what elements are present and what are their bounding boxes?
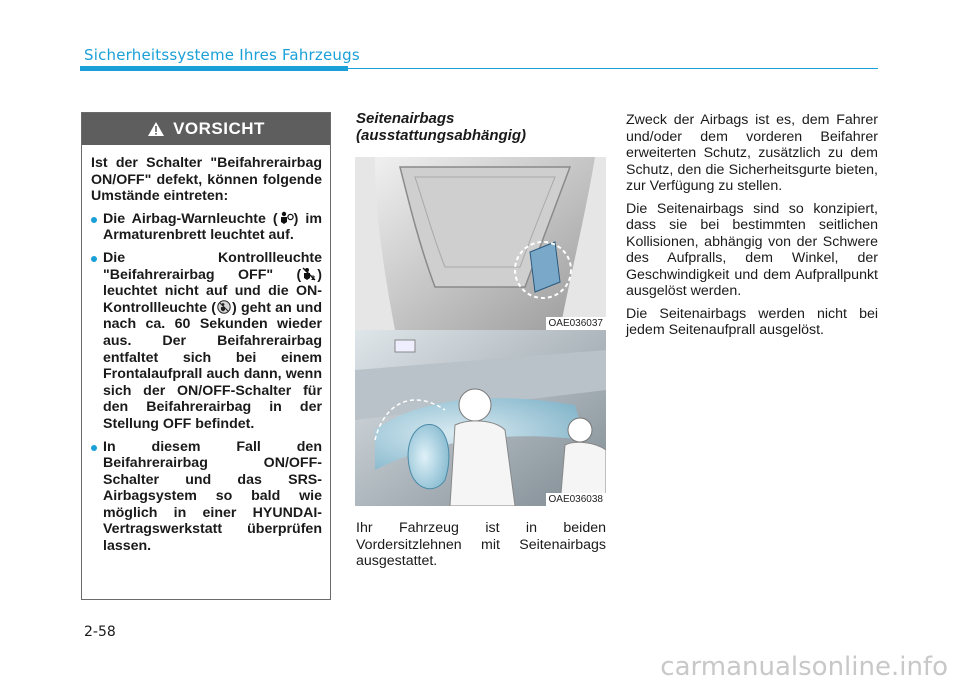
- side-airbag-seat-figure: [355, 157, 606, 330]
- page-number: 2-58: [84, 624, 116, 640]
- caution-item-text: ) geht an und nach ca. 60 Sekunden wieder aus. Der Beifahrerairbag entfaltet sich bei einem Frontalaufprall auch dann, wenn sich der ON/OFF-Schalter für den Beifahrerairbag in der Stellung OFF befindet.: [103, 299, 322, 432]
- caution-item: In diesem Fall den Beifahrerairbag ON/OFF-Schalter und das SRS-Airbagsystem so bald wie möglich in einer HYUNDAI-Vertragswerkstatt überprüfen lassen.: [91, 439, 322, 555]
- warning-triangle-icon: [147, 121, 165, 137]
- side-airbag-deployed-figure: [355, 330, 606, 506]
- caution-title: VORSICHT: [173, 119, 265, 138]
- header-accent-bar: [80, 66, 348, 71]
- paragraph: Die Seitenairbags sind so konzipiert, dass sie bei bestimmten seitlichen Kollisionen, abhängig von der Schwere des Aufpralls, dem Winkel, der Geschwindigkeit und dem Aufprallpunkt ausgelöst werden.: [626, 200, 878, 299]
- header-rule: [348, 68, 878, 69]
- caution-body: [82, 145, 330, 555]
- figure-code: OAE036038: [546, 493, 607, 506]
- deployed-airbag-illustration: [355, 330, 606, 506]
- section-title: Seitenairbags (ausstattungsabhängig): [356, 110, 527, 144]
- side-airbag-intro-text: Ihr Fahrzeug ist in beiden Vordersitzlehnen mit Seitenairbags ausgestattet.: [356, 520, 606, 569]
- seat-illustration: [355, 157, 606, 330]
- caution-item-text: ) im Armaturenbrett leuchtet auf.: [103, 210, 322, 244]
- paragraph: Zweck der Airbags ist es, dem Fahrer und/oder dem vorderen Beifahrer erweiterten Schutz, zusätzlich zu dem Schutz, den die Sicherheitsgurte bieten, zur Verfügung zu stellen.: [626, 112, 878, 194]
- paragraph: Die Seitenairbags werden nicht bei jedem Seitenaufprall ausgelöst.: [626, 305, 878, 338]
- caution-list: [91, 211, 322, 555]
- section-header-title: Sicherheitssysteme Ihres Fahrzeugs: [84, 46, 360, 64]
- caution-item-text: Die Kontrollleuchte "Beifahrerairbag OFF" (: [103, 249, 322, 283]
- caution-item-text: ) leuchtet nicht auf und die ON-Kontrollleuchte (: [103, 266, 322, 316]
- watermark: carmanualsonline.info: [660, 652, 948, 682]
- caution-item: [91, 250, 322, 433]
- svg-text:2: 2: [311, 274, 316, 281]
- caution-header: [82, 113, 330, 145]
- airbag-warning-icon: [278, 211, 294, 225]
- caution-item-text: Die Airbag-Warnleuchte (: [103, 210, 278, 227]
- passenger-airbag-on-icon: [216, 300, 232, 314]
- right-column: [626, 112, 878, 345]
- figure-code: OAE036037: [546, 317, 607, 330]
- passenger-airbag-off-icon: [301, 267, 317, 281]
- caution-item: [91, 211, 322, 244]
- caution-intro: Ist der Schalter "Beifahrerairbag ON/OFF" defekt, können folgende Umstände eintreten:: [91, 155, 322, 205]
- caution-box: [81, 112, 331, 600]
